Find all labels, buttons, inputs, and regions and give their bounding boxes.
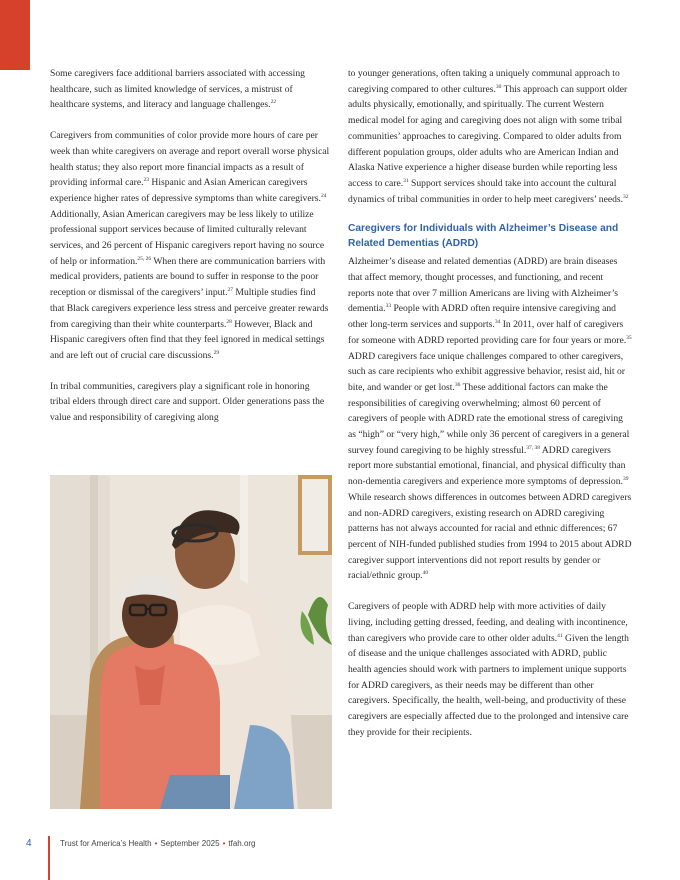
paragraph-tribal-communities: In tribal communities, caregivers play a significant role in honoring tribal elders through direct care and support. Older generations pass the value and responsibility of caregiving along [50, 380, 325, 424]
footer-org: Trust for America’s Health [60, 839, 152, 848]
paragraph-tribal-continued: to younger generations, often taking a uniquely communal approach to caregiving compared to other cultures.$^{30}$ This approach can support older adults physically, emotionally, and spiritually. The current Western medical model for aging and caregiving does not align with some tribal communities’ approaches to caregiving. Compared to older adults from different population groups, older adults who are American Indian and Alaska Native experience a higher disease burden while reporting less access to care.$^{31}$ Support services should take into account the cultural dynamics of tribal communities in order to help meet caregivers’ needs.$^{32}$ [348, 68, 629, 205]
footer [60, 839, 256, 848]
paragraph-adrd-overview: Alzheimer’s disease and related dementias (ADRD) are brain diseases that affect memory, thought processes, and functioning, and recent reports note that over 7 million Americans are living with Alzheimer’s dementia.$^{33}$ People with ADRD often require intensive caregiving and other long-term services and supports.$^{34}$ In 2011, over half of caregivers for someone with ADRD reported providing care for four years or more.$^{35}$ ADRD caregivers face unique challenges compared to other caregivers, such as care recipients who exhibit aggressive behavior, resist aid, hit or bite, and wander or get lost.$^{36}$ These additional factors can make the responsibilities of caregiving overwhelming; almost 60 percent of caregivers of people with ADRD rate the emotional stress of caregiving as “high” or “very high,” while only 36 percent of caregivers in a general survey found caregiving to be highly stressful.$^{37, 38}$ ADRD caregivers report more substantial emotional, financial, and physical difficulty than non-dementia caregivers and experience more symptoms of depression.$^{39}$ While research shows differences in outcomes between ADRD caregivers and non-ADRD caregivers, existing research on ADRD caregiving patterns has not always accounted for racial and ethnic differences; 67 percent of NIH-funded published studies from 1994 to 2015 about ADRD caregiver support interventions did not report results by gender or racial/ethnic group.$^{40}$ [348, 256, 632, 582]
paragraph-adrd-daily-living: Caregivers of people with ADRD help with more activities of daily living, including getting dressed, feeding, and dealing with incontinence, than caregivers who provide care to other older adults.$^{41}$ Given the length of disease and the unique challenges associated with ADRD, public health agencies should work with partners to implement unique supports for ADRD caregivers, as their needs may be different than other caregivers. Specifically, the health, well-being, and productivity of these caregivers are especially affected due to the prolonged and intensive care they provide for their recipients. [348, 601, 629, 738]
paragraph-barriers: Some caregivers face additional barriers associated with accessing healthcare, such as limited knowledge of services, a mistrust of healthcare systems, and literacy and language challenges.$^{22}$ [50, 68, 305, 111]
paragraph-communities-of-color: Caregivers from communities of color provide more hours of care per week than white caregivers on average and report overall worse physical health status; they also report more financial impacts as a result of providing informal care.$^{23}$ Hispanic and Asian American caregivers experience higher rates of depressive symptoms than white caregivers.$^{24}$ Additionally, Asian American caregivers may be less likely to utilize professional support services because of limited culturally relevant services, and 26 percent of Hispanic caregivers report having no source of help or information.$^{25, 26}$ When there are communication barriers with medical providers, patients are bound to suffer in response to the poor reception or dismissal of the caregivers’ input.$^{27}$ Multiple studies find that Black caregivers experience less stress and perceive greater rewards from caregiving than their white counterparts.$^{28}$ However, Black and Hispanic caregivers often find that they feel ignored in medical settings and are left out of crucial care discussions.$^{29}$ [50, 130, 330, 361]
right-column [348, 66, 632, 755]
photo-illustration [50, 475, 332, 809]
footer-separator: • [154, 839, 158, 848]
left-column [50, 66, 332, 441]
corner-accent-tab [0, 0, 30, 70]
footer-site[interactable]: tfah.org [228, 839, 256, 848]
section-heading-adrd: Caregivers for Individuals with Alzheimer’s Disease and Related Dementias (ADRD) [348, 223, 619, 249]
footer-date: September 2025 [160, 839, 220, 848]
page-number: 4 [26, 838, 32, 849]
caregiver-photo [50, 475, 332, 809]
footer-separator: • [222, 839, 226, 848]
footer-rule [48, 836, 50, 880]
